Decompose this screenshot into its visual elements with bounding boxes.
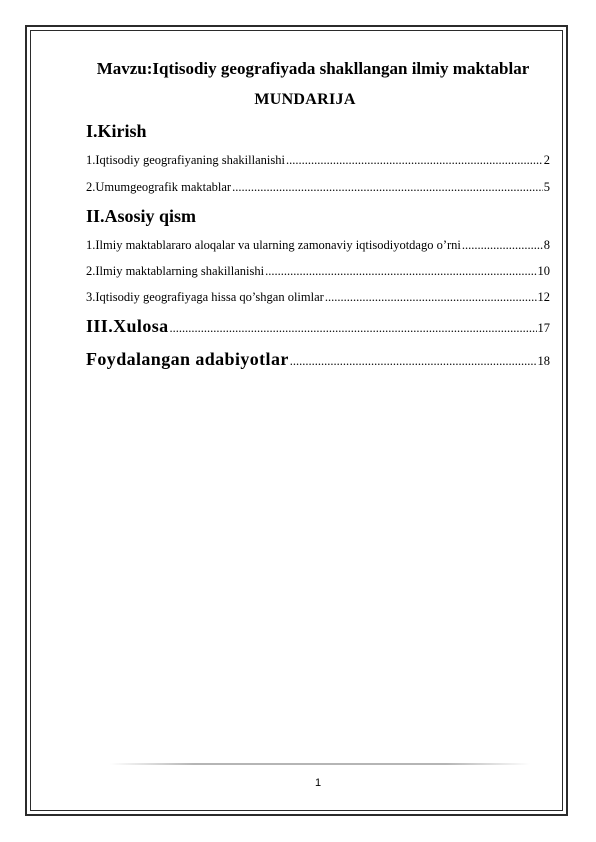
toc-entry[interactable] [86,264,550,279]
toc-entry-references[interactable] [86,349,550,370]
toc-leader-dots [286,153,543,168]
toc-entry-page: 8 [543,238,550,252]
toc-leader-dots [462,238,543,253]
section-heading-kirish: I.Kirish [86,121,147,141]
toc-entry-label: III.Xulosa [86,316,169,336]
document-title: Mavzu:Iqtisodiy geografiyada shakllangan ilmiy maktablar [96,59,530,78]
toc-leader-dots [232,180,543,195]
toc-entry-label: 1.Ilmiy maktablararo aloqalar va ularning zamonaviy iqtisodiyotdago o’rni [86,238,461,252]
toc-entry-page: 2 [543,153,550,167]
section-heading-asosiy-qism: II.Asosiy qism [86,206,197,226]
toc-leader-dots [290,354,537,369]
toc-leader-dots [265,264,536,279]
toc-leader-dots [325,290,537,305]
page-number: 1 [314,777,322,789]
toc-leader-dots [170,321,537,336]
toc-entry-label: Foydalangan adabiyotlar [86,349,289,369]
toc-entry-label: 2.Umumgeografik maktablar [86,180,232,194]
toc-entry-label: 1.Iqtisodiy geografiyaning shakillanishi [86,153,285,167]
toc-entry-conclusion[interactable] [86,316,550,337]
toc-heading: MUNDARIJA [254,91,356,108]
toc-entry-page: 18 [537,354,550,368]
toc-entry[interactable] [86,153,550,168]
toc-entry[interactable] [86,290,550,305]
toc-entry-page: 12 [537,290,550,304]
toc-entry[interactable] [86,238,550,253]
toc-entry-label: 2.Ilmiy maktablarning shakillanishi [86,264,265,278]
toc-entry-page: 5 [543,180,550,194]
toc-entry-page: 10 [537,264,550,278]
toc-entry-page: 17 [537,321,550,335]
page-border-inner [30,30,563,811]
toc-entry-label: 3.Iqtisodiy geografiyaga hissa qo’shgan olimlar [86,290,324,304]
footer-divider [110,763,530,765]
toc-entry[interactable] [86,180,550,195]
